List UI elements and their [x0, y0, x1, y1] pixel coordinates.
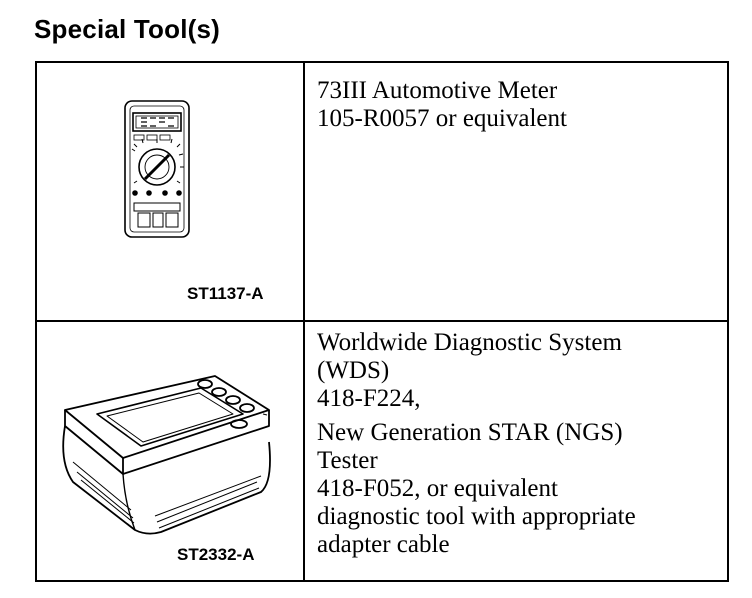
description-line: Tester — [317, 447, 378, 474]
description-line: diagnostic tool with appropriate — [317, 503, 636, 530]
multimeter-icon — [37, 63, 303, 320]
tool-image-cell-1 — [37, 63, 303, 320]
tool-code-1: ST1137-A — [187, 284, 264, 303]
diagnostic-tester-icon — [37, 322, 303, 580]
description-line: 418-F224, — [317, 385, 421, 412]
description-line: (WDS) — [317, 357, 390, 384]
tool-image-cell-2 — [37, 322, 303, 580]
description-line: Worldwide Diagnostic System — [317, 329, 622, 356]
description-line: adapter cable — [317, 531, 450, 558]
special-tools-table — [35, 61, 729, 582]
tool-description-1 — [317, 77, 717, 133]
tool-description-2a — [317, 329, 717, 413]
tool-description-2b — [317, 419, 717, 559]
description-line: 73III Automotive Meter — [317, 77, 558, 104]
tool-code-2: ST2332-A — [177, 545, 255, 564]
tool-description-cell-2 — [317, 329, 717, 559]
tool-description-cell-1 — [317, 77, 717, 133]
description-line: New Generation STAR (NGS) — [317, 419, 623, 446]
description-line: 418-F052, or equivalent — [317, 475, 558, 502]
page-title: Special Tool(s) — [34, 14, 220, 44]
description-line: 105-R0057 or equivalent — [317, 105, 567, 132]
